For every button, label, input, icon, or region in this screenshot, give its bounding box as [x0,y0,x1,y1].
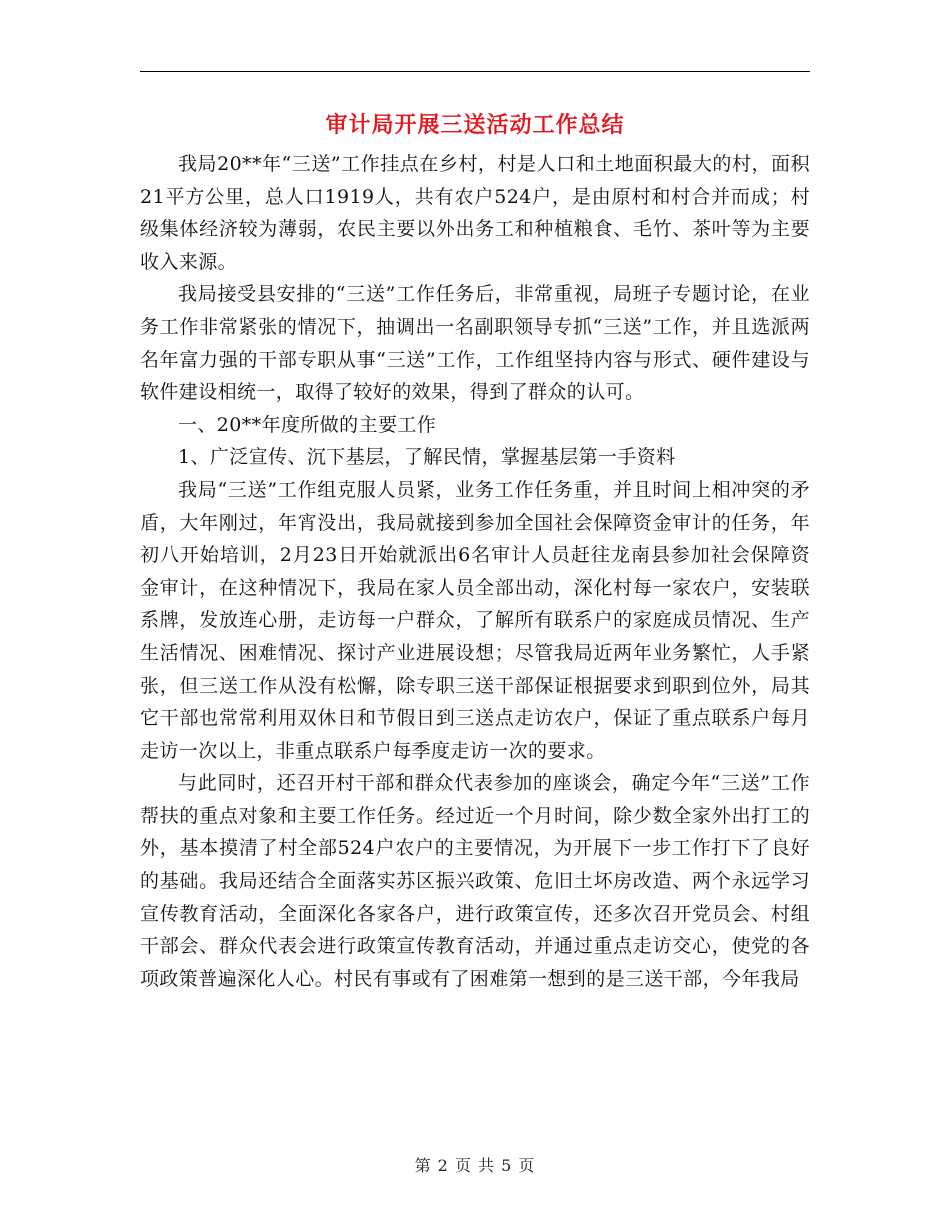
paragraph-4: 与此同时，还召开村干部和群众代表参加的座谈会，确定今年“三送”工作帮扶的重点对象和主要工作任务。经过近一个月时间，除少数全家外出打工的外，基本摸清了村全部524户农户的主要情况，为开展下一步工作打下了良好的基础。我局还结合全面落实苏区振兴政策、危旧土坏房改造、两个永远学习宣传教育活动，全面深化各家各户，进行政策宣传，还多次召开党员会、村组干部会、群众代表会进行政策宣传教育活动，并通过重点走访交心，使党的各项政策普遍深化人心。村民有事或有了困难第一想到的是三送干部，今年我局 [140,772,810,990]
header-rule [140,71,810,72]
document-body [140,148,810,995]
subsection-heading: 1、广泛宣传、沉下基层，了解民情，掌握基层第一手资料 [178,446,676,469]
section-heading: 一、20**年度所做的主要工作 [178,413,437,436]
paragraph-1: 我局20**年“三送”工作挂点在乡村，村是人口和土地面积最大的村，面积21平方公里，总人口1919人，共有农户524户，是由原村和村合并而成；村级集体经济较为薄弱，农民主要以外出务工和种植粮食、毛竹、茶叶等为主要收入来源。 [140,153,810,273]
document-title: 审计局开展三送活动工作总结 [325,112,625,138]
page-number-footer: 第 2 页 共 5 页 [414,1156,536,1175]
paragraph-3: 我局“三送”工作组克服人员紧，业务工作任务重，并且时间上相冲突的矛盾，大年刚过，年宵没出，我局就接到参加全国社会保障资金审计的任务，年初八开始培训，2月23日开始就派出6名审计人员赶往龙南县参加社会保障资金审计，在这种情况下，我局在家人员全部出动，深化村每一家农户，安装联系牌，发放连心册，走访每一户群众，了解所有联系户的家庭成员情况、生产生活情况、困难情况、探讨产业进展设想；尽管我局近两年业务繁忙，人手紧张，但三送工作从没有松懈，除专职三送干部保证根据要求到职到位外，局其它干部也常常利用双休日和节假日到三送点走访农户，保证了重点联系户每月走访一次以上，非重点联系户每季度走访一次的要求。 [140,478,810,762]
paragraph-2: 我局接受县安排的“三送”工作任务后，非常重视，局班子专题讨论，在业务工作非常紧张的情况下，抽调出一名副职领导专抓“三送”工作，并且选派两名年富力强的干部专职从事“三送”工作，工作组坚持内容与形式、硬件建设与软件建设相统一，取得了较好的效果，得到了群众的认可。 [140,283,810,404]
